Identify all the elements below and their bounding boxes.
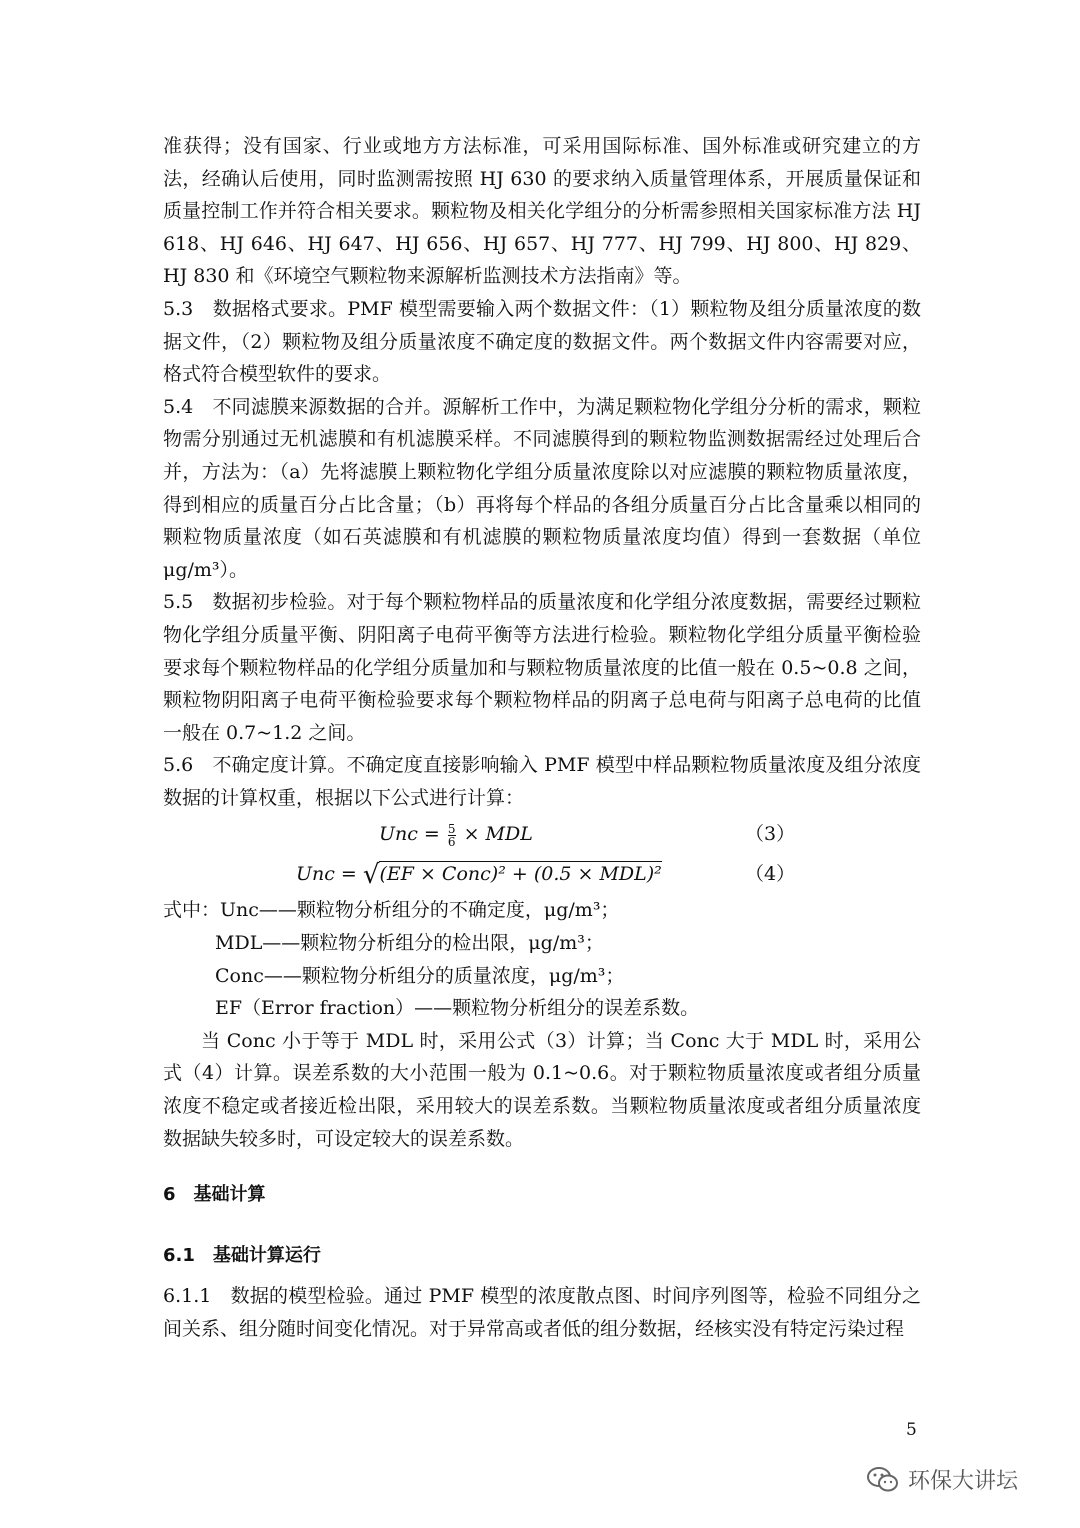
fraction-denominator: 6 bbox=[447, 834, 456, 849]
wechat-icon bbox=[866, 1466, 900, 1494]
fraction-numerator: 5 bbox=[447, 821, 456, 836]
formula-4-number: （4） bbox=[745, 863, 796, 886]
formula-3-lhs: Unc = bbox=[379, 823, 446, 846]
definition-mdl: MDL——颗粒物分析组分的检出限，μg/m³； bbox=[215, 932, 604, 955]
section-6-1-1: 6.1.1 数据的模型检验。通过 PMF 模型的浓度散点图、时间序列图等，检验不同组分之间关系、组分随时间变化情况。对于异常高或者低的组分数据，经核实没有特定污染过程 bbox=[163, 1285, 921, 1340]
section-5-5: 5.5 数据初步检验。对于每个颗粒物样品的质量浓度和化学组分浓度数据，需要经过颗粒物化学组分质量平衡、阴阳离子电荷平衡等方法进行检验。颗粒物化学组分质量平衡检验要求每个颗粒物样品的化学组分质量加和与颗粒物质量浓度的比值一般在 0.5~0.8 之间，颗粒物阴阳离子电荷平衡检验要求每个颗粒物样品的阴离子总电荷与阳离子总电荷的比值一般在 0.7~1.2 之间。 bbox=[163, 591, 921, 744]
formula-4-lhs: Unc = bbox=[296, 863, 363, 886]
watermark-text: 环保大讲坛 bbox=[908, 1469, 1019, 1494]
formula-3 bbox=[163, 814, 921, 854]
formula-4 bbox=[163, 854, 921, 894]
section-5-6: 5.6 不确定度计算。不确定度直接影响输入 PMF 模型中样品颗粒物质量浓度及组分浓度数据的计算权重，根据以下公式进行计算： bbox=[163, 754, 921, 809]
section-5-4: 5.4 不同滤膜来源数据的合并。源解析工作中，为满足颗粒物化学组分分析的需求，颗粒物需分别通过无机滤膜和有机滤膜采样。不同滤膜得到的颗粒物监测数据需经过处理后合并，方法为：（a）先将滤膜上颗粒物化学组分质量浓度除以对应滤膜的颗粒物质量浓度，得到相应的质量百分占比含量；（b）再将每个样品的各组分质量百分占比含量乘以相同的颗粒物质量浓度（如石英滤膜和有机滤膜的颗粒物质量浓度均值）得到一套数据（单位 μg/m³）。 bbox=[163, 395, 921, 581]
formula-4-radicand: (EF × Conc)² + (0.5 × MDL)² bbox=[379, 863, 662, 886]
heading-6-1: 6.1 基础计算运行 bbox=[163, 1244, 321, 1266]
note-paragraph: 当 Conc 小于等于 MDL 时，采用公式（3）计算；当 Conc 大于 MDL 时，采用公式（4）计算。误差系数的大小范围一般为 0.1~0.6。对于颗粒物质量浓度或者组分质量浓度不稳定或者接近检出限，采用较大的误差系数。当颗粒物质量浓度或者组分质量浓度数据缺失较多时，可设定较大的误差系数。 bbox=[163, 1029, 921, 1150]
formula-3-fraction bbox=[448, 823, 456, 848]
definition-ef: EF（Error fraction）——颗粒物分析组分的误差系数。 bbox=[215, 997, 700, 1020]
page-number: 5 bbox=[906, 1420, 917, 1440]
paragraph-standards: 准获得；没有国家、行业或地方方法标准，可采用国际标准、国外标准或研究建立的方法，经确认后使用，同时监测需按照 HJ 630 的要求纳入质量管理体系，开展质量保证和质量控制工作并符合相关要求。颗粒物及相关化学组分的分析需参照相关国家标准方法 HJ 618、HJ 646、HJ 647、HJ 656、HJ 657、HJ 777、HJ 799、HJ 800、HJ 829、HJ 830 和《环境空气颗粒物来源解析监测技术方法指南》等。 bbox=[163, 135, 921, 288]
formula-3-rhs: × MDL bbox=[457, 823, 533, 846]
page-content bbox=[163, 130, 921, 1346]
heading-6: 6 基础计算 bbox=[163, 1184, 266, 1206]
sqrt-icon: √ bbox=[362, 860, 380, 891]
section-5-3: 5.3 数据格式要求。PMF 模型需要输入两个数据文件：（1）颗粒物及组分质量浓度的数据文件，（2）颗粒物及组分质量浓度不确定度的数据文件。两个数据文件内容需要对应，格式符合模型软件的要求。 bbox=[163, 297, 921, 386]
definition-conc: Conc——颗粒物分析组分的质量浓度，μg/m³； bbox=[215, 964, 625, 987]
formula-3-number: （3） bbox=[745, 823, 796, 846]
definition-unc: 式中：Unc——颗粒物分析组分的不确定度，μg/m³； bbox=[163, 899, 620, 922]
watermark bbox=[866, 1464, 1018, 1495]
